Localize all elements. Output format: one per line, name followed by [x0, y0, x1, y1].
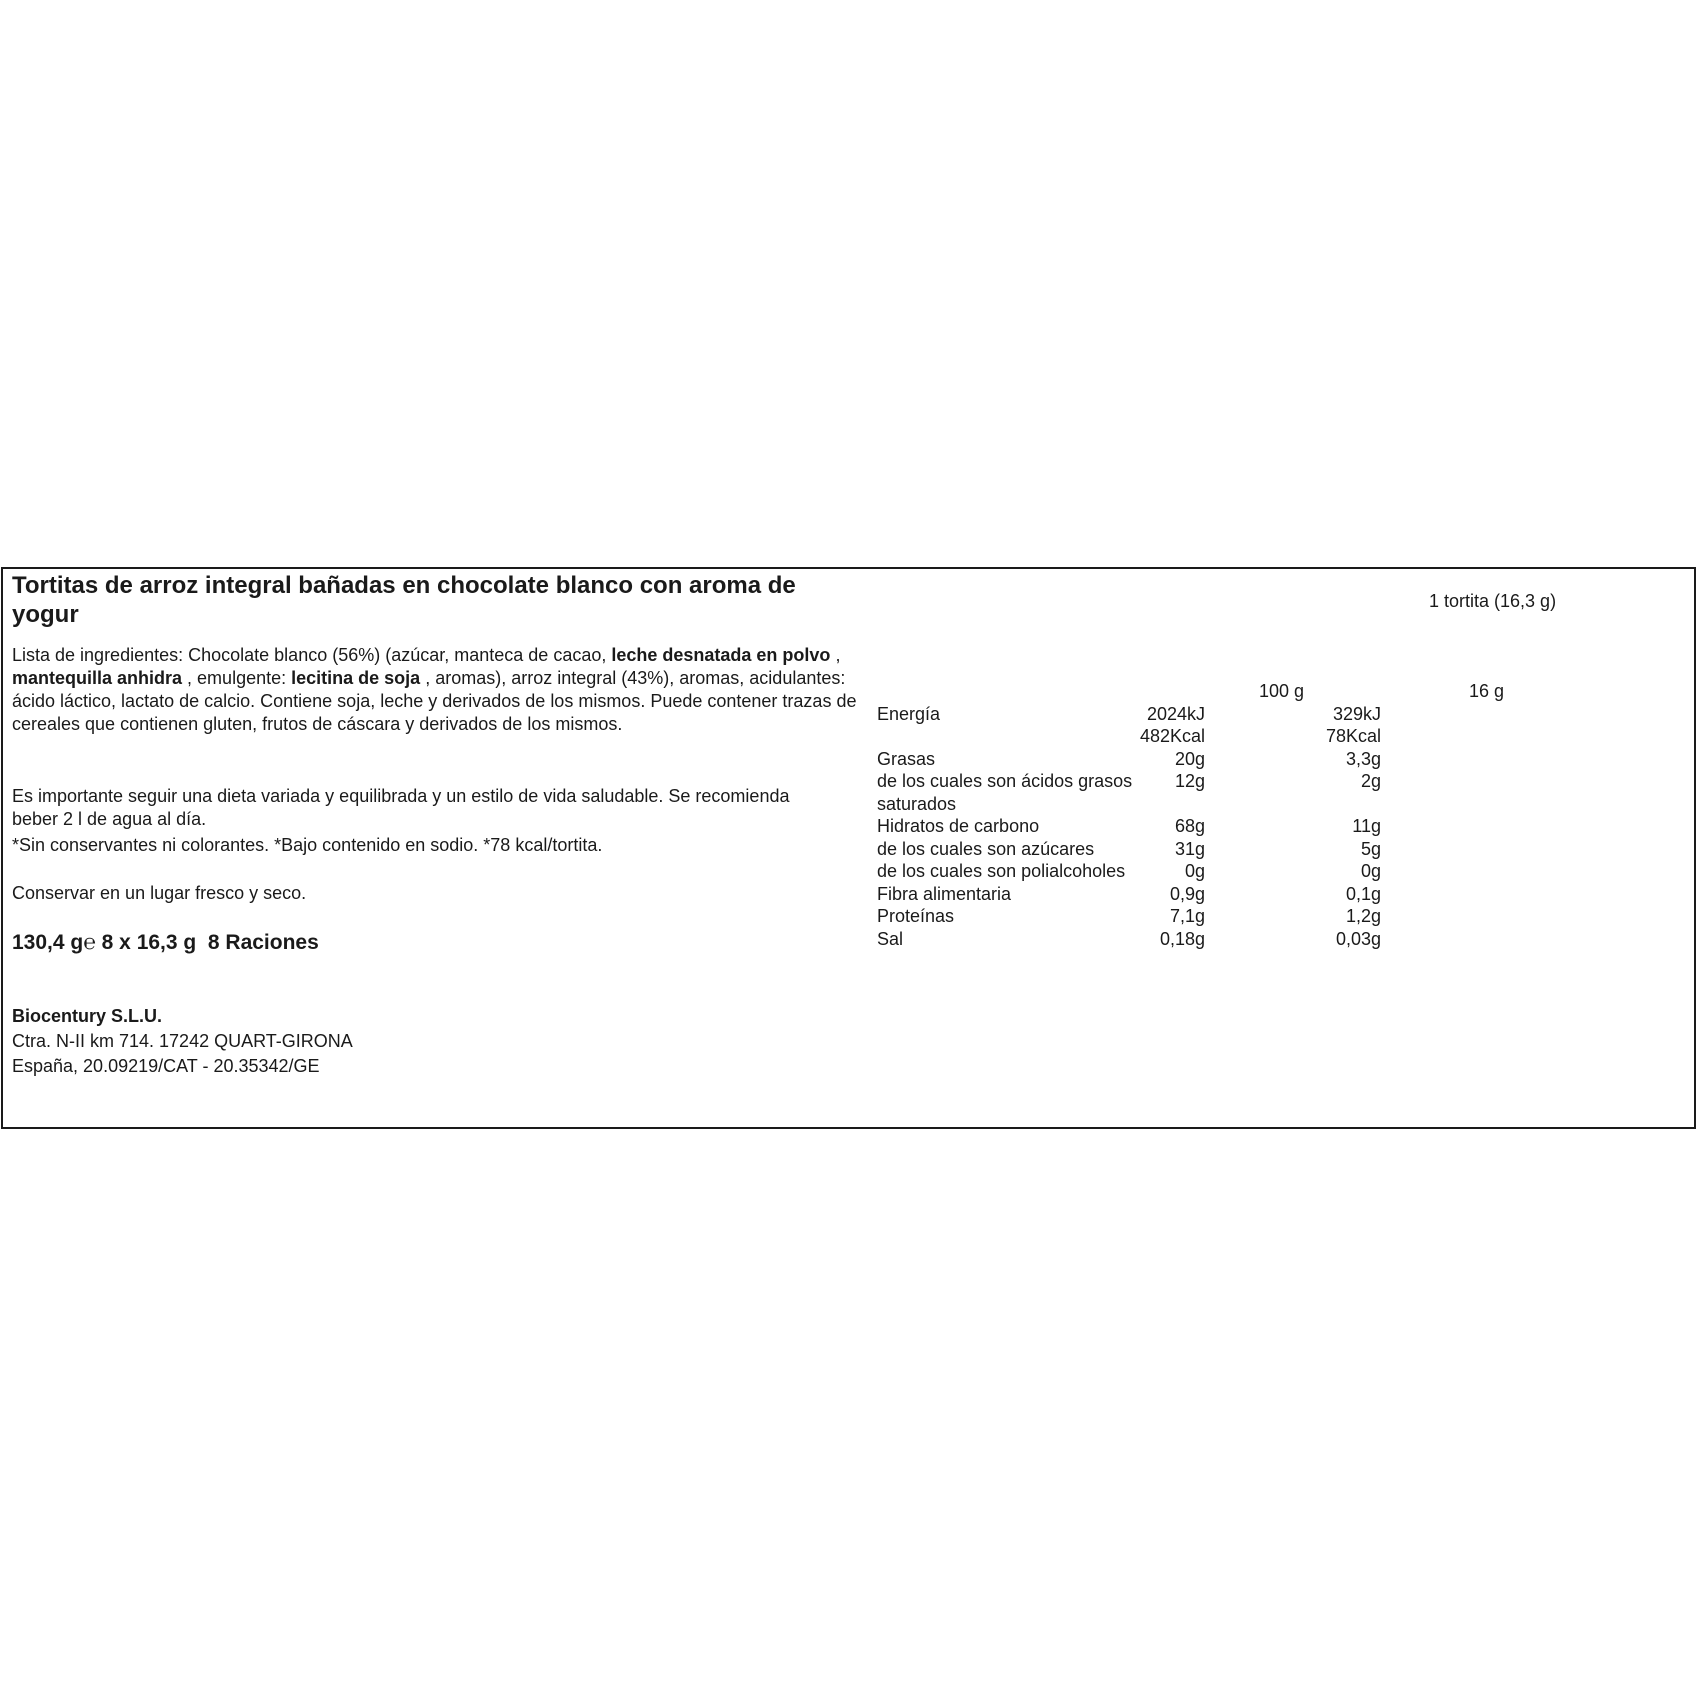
serving-header: 1 tortita (16,3 g) — [1429, 591, 1557, 611]
value-per-serving: 329kJ — [1332, 703, 1381, 724]
net-weight-line — [12, 930, 862, 956]
nutrition-table — [877, 680, 1577, 950]
value-per100: 482Kcal — [1139, 726, 1205, 746]
nutrient-label: Grasas — [877, 748, 936, 769]
value-per-serving: 1,2g — [1345, 906, 1381, 926]
nutrition-claims: *Sin conservantes ni colorantes. *Bajo contenido en sodio. *78 kcal/tortita. — [12, 835, 603, 855]
value-per-serving: 5g — [1360, 838, 1381, 859]
value-per100: 12g — [1174, 771, 1205, 791]
value-per100: 31g — [1174, 838, 1205, 859]
nutrition-row — [877, 703, 1577, 726]
ingredients-text: , emulgente: — [182, 668, 292, 688]
nutrition-header-row — [877, 680, 1577, 703]
nutrient-label: Proteínas — [877, 906, 955, 926]
ingredients-text: Lista de ingredientes: Chocolate blanco (56%) (azúcar, manteca de cacao, — [12, 645, 612, 665]
value-per100: 20g — [1174, 748, 1205, 769]
nutrient-label: de los cuales son ácidos grasos saturados — [877, 771, 1133, 814]
value-per100: 68g — [1174, 816, 1205, 836]
value-per-serving: 0g — [1360, 861, 1381, 881]
nutrition-row — [877, 748, 1577, 771]
estimated-mark: ℮ — [83, 931, 96, 954]
nutrition-row — [877, 770, 1577, 815]
storage-instructions: Conservar en un lugar fresco y seco. — [12, 883, 307, 903]
nutrient-label: de los cuales son polialcoholes — [877, 861, 1126, 881]
value-per-serving: 3,3g — [1345, 748, 1381, 769]
company-info — [12, 1004, 862, 1079]
label-panel — [1, 567, 1696, 1129]
nutrient-label: Hidratos de carbono — [877, 816, 1040, 836]
col-header-per-serving: 16 g — [1469, 681, 1505, 701]
portions: 8 x 16,3 g 8 Raciones — [95, 931, 319, 954]
nutrient-label: Energía — [877, 703, 941, 724]
allergen-soy: lecitina de soja — [291, 668, 421, 688]
net-weight: 130,4 g — [12, 931, 84, 954]
nutrition-row — [877, 725, 1577, 748]
value-per-serving: 11g — [1352, 816, 1381, 836]
ingredients-text: , aromas), arroz integral (43%), aromas, acidulantes: ácido láctico, lactato de calcio. Contiene soja, leche y derivados de los mismos. Puede contener trazas de cereales que contienen gluten, frutos de cáscara y derivados de los mismos. — [12, 668, 857, 734]
allergen-butter: mantequilla anhidra — [12, 668, 183, 688]
value-per100: 0,18g — [1159, 928, 1205, 949]
nutrition-row — [877, 928, 1577, 951]
ingredients-list — [12, 644, 862, 736]
col-header-per100: 100 g — [1259, 681, 1305, 701]
nutrition-row — [877, 838, 1577, 861]
nutrition-row — [877, 883, 1577, 906]
value-per100: 2024kJ — [1146, 703, 1205, 724]
product-title: Tortitas de arroz integral bañadas en chocolate blanco con aroma de yogur — [12, 572, 796, 628]
health-advice: Es importante seguir una dieta variada y equilibrada y un estilo de vida saludable. Se recomienda beber 2 l de agua al día. — [12, 786, 790, 829]
value-per-serving: 0,03g — [1335, 928, 1381, 949]
company-name: Biocentury S.L.U. — [12, 1006, 163, 1026]
company-address: Ctra. N-II km 714. 17242 QUART-GIRONA — [12, 1031, 353, 1051]
value-per-serving: 78Kcal — [1325, 726, 1381, 746]
value-per100: 0g — [1184, 861, 1205, 881]
nutrition-row — [877, 815, 1577, 838]
nutrient-label: Sal — [877, 928, 904, 949]
allergen-milk: leche desnatada en polvo — [611, 645, 831, 665]
company-registry: España, 20.09219/CAT - 20.35342/GE — [12, 1056, 320, 1076]
value-per-serving: 2g — [1360, 771, 1381, 791]
nutrient-label: Fibra alimentaria — [877, 883, 1012, 904]
value-per100: 0,9g — [1169, 883, 1205, 904]
value-per-serving: 0,1g — [1345, 883, 1381, 904]
nutrition-row — [877, 860, 1577, 883]
value-per100: 7,1g — [1169, 906, 1205, 926]
ingredients-text: , — [830, 645, 841, 665]
nutrient-label: de los cuales son azúcares — [877, 838, 1095, 859]
nutrition-row — [877, 905, 1577, 928]
